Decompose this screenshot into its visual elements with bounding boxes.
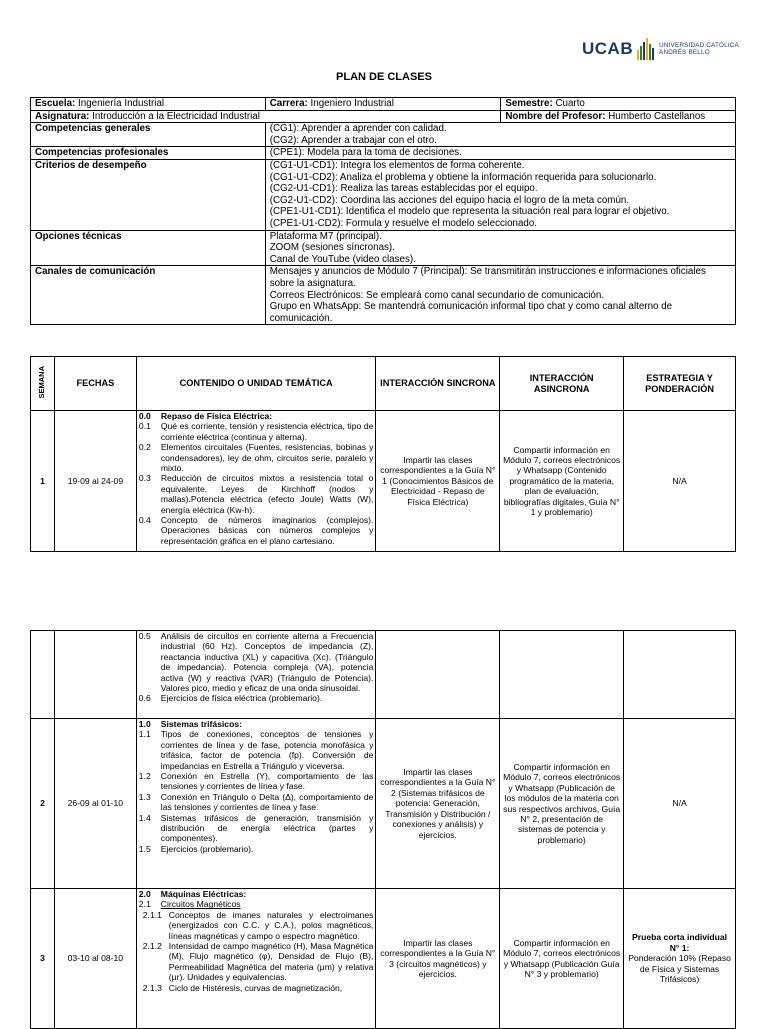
semestre-label: Semestre:: [505, 98, 553, 109]
table-row: [31, 631, 736, 719]
header-sincrona: INTERACCIÓN SINCRONA: [376, 357, 500, 411]
content-item: 2.1 Circuitos Magnéticos: [138, 899, 241, 910]
info-line: Plataforma M7 (principal).: [269, 230, 382, 242]
content-item: 0.3 Reducción de circuitos mixtos a resistencia total o equivalente. Leyes de Kirchhoff (nodos y mallas).Potencia eléctrica (efecto Joule) Watts (W), energía eléctrica (Kw-h).: [138, 473, 374, 515]
info-line: Correos Electrónicos: Se empleará como canal secundario de comunicación.: [269, 289, 605, 301]
logo-word: UCAB: [582, 39, 634, 58]
info-line: ZOOM (sesiones síncronas).: [269, 242, 395, 254]
week-sincrona: Impartir las clases correspondientes a la Guía N° 1 (Conocimientos Básicos de Electricidad - Repaso de Física Eléctrica): [376, 411, 500, 552]
week-estrategia: [624, 889, 736, 1029]
info-line: (CG1): Aprender a aprender con calidad.: [269, 123, 447, 135]
asignatura-label: Asignatura:: [35, 110, 90, 122]
info-line: (CG2-U1-CD1): Realiza las tareas establecidas por el equipo.: [269, 183, 538, 195]
course-info-table: [30, 97, 736, 325]
escuela-label: Escuela:: [35, 98, 76, 109]
profesor-label: Nombre del Profesor:: [505, 110, 606, 122]
content-item: 1.4 Sistemas trifásicos de generación, transmisión y distribución de energía eléctrica (partes y componentes).: [138, 812, 374, 844]
week-content: [136, 631, 376, 719]
logo-line1: UNIVERSIDAD CATÓLICA: [659, 41, 739, 49]
estrategia-title: Prueba corta individual N° 1:: [632, 932, 728, 953]
week-estrategia: N/A: [624, 411, 736, 552]
week-number: 2: [31, 719, 55, 889]
content-item: 1.2 Conexión en Estrella (Y), comportamiento de las tensiones y corrientes de línea y fase.: [138, 771, 374, 792]
info-line: (CPE1-U1-CD2): Formula y resuelve el modelo seleccionado.: [269, 217, 538, 229]
info-label: Criterios de desempeño: [31, 159, 266, 230]
ucab-logo: [582, 37, 739, 61]
content-item: 0.1 Qué es corriente, tensión y resistencia eléctrica, tipo de corriente eléctrica (continua y alterna).: [138, 421, 374, 442]
header-semana: SEMANA: [37, 365, 47, 399]
info-label: Competencias generales: [31, 123, 266, 147]
schedule-table-page1: [30, 356, 736, 552]
info-row-opciones: [31, 230, 736, 266]
info-line: (CPE1): Modela para la toma de decisiones.: [269, 147, 462, 159]
asignatura-value: Introducción a la Electricidad Industrial: [92, 110, 260, 122]
header-fechas: FECHAS: [54, 357, 136, 411]
week-asincrona: Compartir información en Módulo 7, correos electrónicos y Whatsapp (Publicación de los módulos de la materia con sus respectivos archivos, Guía N° 2, presentación de sistemas de potencia y problemario): [500, 719, 624, 889]
info-line: Mensajes y anuncios de Módulo 7 (Principal): Se transmitirán instrucciones e informaciones oficiales sobre la asignatura.: [269, 266, 706, 289]
week-dates: 26-09 al 01-10: [54, 719, 136, 889]
info-row-escuela: [31, 98, 736, 111]
info-line: Canal de YouTube (video clases).: [269, 253, 416, 265]
page-title: PLAN DE CLASES: [336, 71, 432, 83]
content-item: 2.0 Máquinas Eléctricas:: [138, 889, 247, 899]
semestre-value: Cuarto: [555, 98, 585, 109]
content-item: 1.5 Ejercicios (problemario).: [138, 843, 254, 854]
week-asincrona: Compartir información en Módulo 7, correos electrónicos y Whatsapp (Publicación Guía N° 3 y problemario): [500, 889, 624, 1029]
content-item: 0.2 Elementos circuitales (Fuentes, resistencias, bobinas y condensadores), ley de ohm, circuitos serie, paralelo y mixto.: [138, 442, 374, 474]
content-item: 0.0 Repaso de Física Eléctrica:: [138, 411, 273, 421]
logo-line2: ANDRÉS BELLO: [659, 49, 710, 56]
table-row: [31, 411, 736, 552]
week-number: 3: [31, 889, 55, 1029]
escuela-value: Ingeniería Industrial: [78, 98, 165, 109]
info-line: (CG2-U1-CD2): Coordina las acciones del equipo hacia el logro de la meta común.: [269, 194, 630, 206]
week-sincrona: Impartir las clases correspondientes a la Guía N° 3 (circuitos magnéticos) y ejercicios.: [376, 889, 500, 1029]
schedule-table-page2: [30, 630, 736, 1029]
carrera-label: Carrera:: [269, 98, 308, 109]
info-row-asignatura: [31, 110, 736, 123]
content-item: 0.6 Ejercicios de física eléctrica (problemario).: [138, 693, 323, 704]
table-row: [31, 719, 736, 889]
content-item: 2.1.2 Intensidad de campo magnético (H), Masa Magnética (M), Flujo magnético (φ), Densidad de Flujo (B), Permeabilidad Magnética del materia (μm) y relativa (μr). Unidades y equivalencias.: [142, 941, 374, 983]
info-row-competencias-profesionales: [31, 147, 736, 160]
info-line: (CPE1-U1-CD1): Identifica el modelo que representa la situación real para lograr el objetivo.: [269, 206, 670, 218]
info-label: Canales de comunicación: [31, 266, 266, 325]
header-estrategia: ESTRATEGIA Y PONDERACIÓN: [624, 357, 736, 411]
week-dates: 03-10 al 08-10: [54, 889, 136, 1029]
info-row-canales: [31, 266, 736, 325]
header-asincrona: INTERACCIÓN ASINCRONA: [500, 357, 624, 411]
header-contenido: CONTENIDO O UNIDAD TEMÁTICA: [136, 357, 376, 411]
content-item: 0.4 Concepto de números imaginarios (complejos). Operaciones básicas con números complejos y representación gráfica en el plano cartesiano.: [138, 515, 374, 546]
content-item: 0.5 Análisis de circuitos en corriente alterna a Frecuencia industrial (60 Hz). Conceptos de impedancia (Z), reactancia inductiva (XL) y capacitiva (Xc). (Triángulo de impedancia). Potencia compleja (VA), potencia activa (W) y reactiva (VAR) (Triángulo de Potencia). Valores pico, medio y eficaz de una onda sinusoidal.: [138, 631, 374, 694]
week-content: [136, 889, 376, 1029]
schedule-header-row: [31, 357, 736, 411]
info-row-competencias-generales: [31, 123, 736, 147]
logo-subtitle: [659, 42, 739, 57]
content-item: 1.3 Conexión en Triángulo o Delta (Δ), comportamiento de las tensiones y corrientes de línea y fase.: [138, 791, 374, 813]
week-number: 1: [31, 411, 55, 552]
week-dates: 19-09 al 24-09: [54, 411, 136, 552]
week-estrategia: N/A: [624, 719, 736, 889]
carrera-value: Ingeniero Industrial: [310, 98, 394, 109]
estrategia-detail: Ponderación 10% (Repaso de Física y Sistemas Trifásicos): [628, 953, 731, 985]
table-row: [31, 889, 736, 1029]
content-item: 1.0 Sistemas trifásicos:: [138, 719, 242, 729]
info-line: (CG1-U1-CD2): Analiza el problema y obtiene la información requerida para solucionarlo.: [269, 171, 657, 183]
content-item: 1.1 Tipos de conexiones, conceptos de tensiones y corrientes de línea y de fase, potencia monofásica y trifásica, factor de potencia (fp). Conversión de impedancias en Estrella a Triángulo y viceversa.: [138, 729, 374, 771]
profesor-value: Humberto Castellanos: [608, 110, 706, 122]
week-sincrona: Impartir las clases correspondientes a la Guía N° 2 (Sistemas trifásicos de potencia: Generación, Transmisión y Distribución / conexiones y análisis) y ejercicios.: [376, 719, 500, 889]
week-content: [136, 719, 376, 889]
info-label: Competencias profesionales: [31, 147, 266, 160]
info-line: Grupo en WhatsApp: Se mantendrá comunicación informal tipo chat y como canal alterno de comunicación.: [269, 301, 673, 324]
content-item: 2.1.3 Ciclo de Histéresis, curvas de magnetización,: [142, 982, 343, 993]
content-item: 2.1.1 Conceptos de imanes naturales y electroimanes (energizados con C.C. y C.A.), polos magnéticos, líneas magnéticas y campo o espectro magnético.: [142, 909, 374, 941]
logo-bars-icon: [637, 38, 655, 60]
info-line: (CG2): Aprender a trabajar con el otro.: [269, 134, 437, 146]
info-label: Opciones técnicas: [31, 230, 266, 266]
info-line: (CG1-U1-CD1): Integra los elementos de forma coherente.: [269, 159, 525, 171]
info-row-criterios: [31, 159, 736, 230]
week-asincrona: Compartir información en Módulo 7, correos electrónicos y Whatsapp (Contenido programático de la materia, plan de evaluación, bibliografías digitales, Guía N° 1 y problemario): [500, 411, 624, 552]
week-content: [136, 411, 376, 552]
